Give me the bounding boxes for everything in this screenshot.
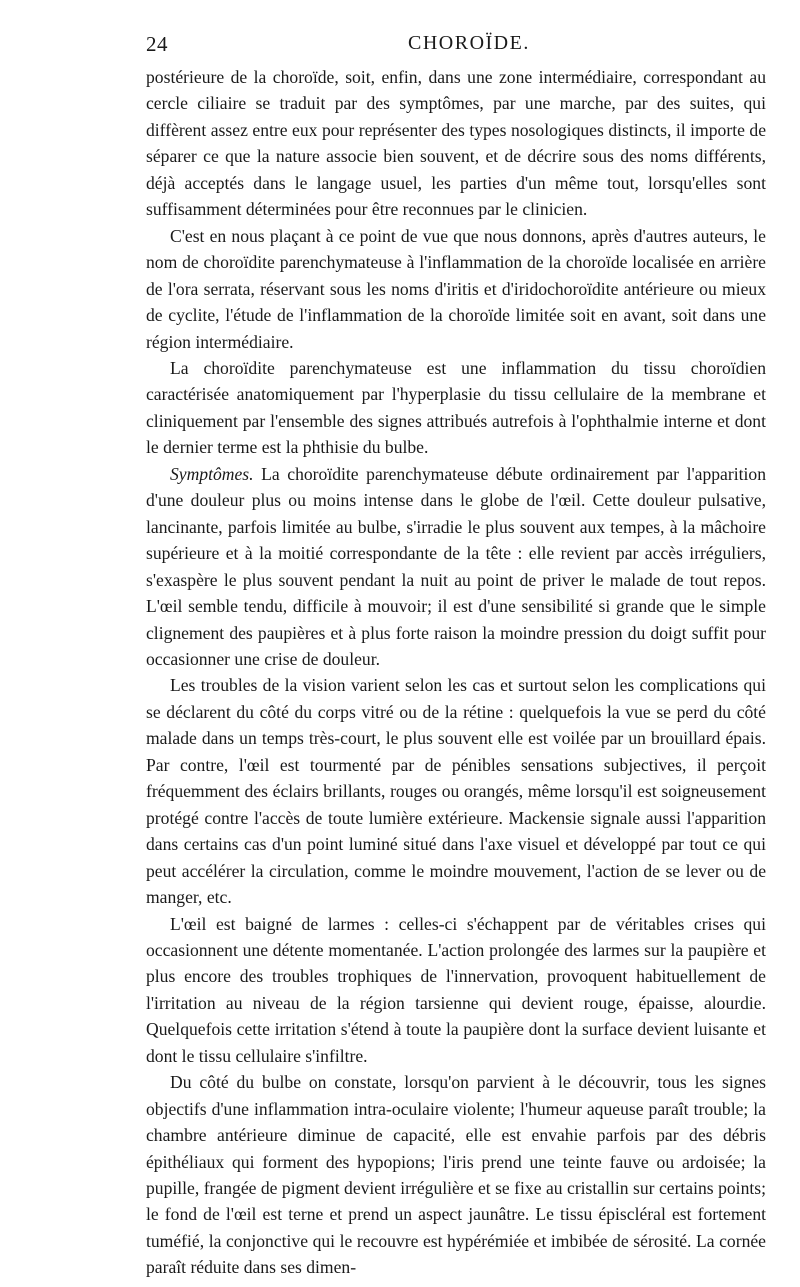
running-title: CHOROÏDE. — [408, 32, 530, 54]
paragraph: La choroïdite parenchymateuse est une inflammation du tissu choroïdien caractérisée anatomiquement par l'hyperplasie du tissu cellulaire de la membrane et cliniquement par l'ensemble des signes attribués autrefois à l'ophthalmie interne et dont le dernier terme est la phthisie du bulbe. — [146, 357, 766, 458]
paragraph: Les troubles de la vision varient selon les cas et surtout selon les complications qui se déclarent du côté du corps vitré ou de la rétine : quelquefois la vue se perd du côté malade dans un temps très-court, le plus souvent elle est voilée par un brouillard épais. Par contre, l'œil est tourmenté par de pénibles sensations subjectives, il perçoit fréquemment des éclairs brillants, rouges ou orangés, même lorsqu'il est soigneusement protégé contre l'accès de toute lumière extérieure. Mackensie signale aussi l'apparition dans certains cas d'un point luminé situé dans l'axe visuel et développé par tout ce qui peut accélérer la circulation, comme le moindre mouvement, l'action de se lever ou de manger, etc. — [146, 675, 766, 908]
paragraph: L'œil est baigné de larmes : celles-ci s'échappent par de véritables crises qui occasionnent une détente momentanée. L'action prolongée des larmes sur la paupière et plus encore des troubles trophiques de l'innervation, provoquent habituellement de l'irritation au niveau de la région tarsienne qui devient rouge, épaisse, alourdie. Quelquefois cette irritation s'étend à toute la paupière dont la surface devient luisante et dont le tissu cellulaire s'infiltre. — [146, 913, 766, 1066]
section-lead: Symptômes. — [170, 463, 254, 484]
paragraph: Du côté du bulbe on constate, lorsqu'on parvient à le découvrir, tous les signes objectifs d'une inflammation intra-oculaire violente; l'humeur aqueuse paraît trouble; la chambre antérieure diminue de capacité, elle est envahie parfois par des débris épithéliaux qui forment des hypopions; l'iris prend une teinte fauve ou ardoisée; la pupille, frangée de pigment devient irrégulière et se fixe au cristallin sur certains points; le fond de l'œil est terne et prend un aspect jaunâtre. Le tissu épiscléral est fortement tuméfié, la conjonctive qui le recouvre est hypérémiée et imbibée de sérosité. La cornée paraît réduite dans ses dimen- — [146, 1072, 766, 1278]
body-text — [146, 64, 766, 1281]
page-number: 24 — [146, 32, 168, 56]
paragraph: C'est en nous plaçant à ce point de vue que nous donnons, après d'autres auteurs, le nom de choroïdite parenchymateuse à l'inflammation de la choroïde localisée en arrière de l'ora serrata, réservant sous les noms d'iritis et d'iridochoroïdite antérieure ou mieux de cyclite, l'étude de l'inflammation de la choroïde limitée soit en avant, soit dans une région intermédiaire. — [146, 225, 766, 352]
page-header — [146, 32, 766, 62]
paragraph — [146, 461, 766, 673]
paragraph: postérieure de la choroïde, soit, enfin, dans une zone intermédiaire, correspondant au cercle ciliaire se traduit par des symptômes, par une marche, par des suites, qui diffèrent assez entre eux pour représenter des types nosologiques distincts, il importe de séparer ce que la nature associe bien souvent, et de décrire sous des noms différents, déjà acceptés dans le langage usuel, les parties d'un même tout, lorsqu'elles sont suffisamment déterminées pour être reconnues par le clinicien. — [146, 67, 766, 220]
paragraph-body: La choroïdite parenchymateuse débute ordinairement par l'apparition d'une douleur plus ou moins intense dans le globe de l'œil. Cette douleur pulsative, lancinante, parfois limitée au bulbe, s'irradie le plus souvent aux tempes, à la mâchoire supérieure et à la moitié correspondante de la tête : elle revient par accès irréguliers, s'exaspère le plus souvent pendant la nuit au point de priver le malade de tout repos. L'œil semble tendu, difficile à mouvoir; il est d'une sensibilité si grande que le simple clignement des paupières et à plus forte raison la moindre pression du doigt suffit pour occasionner une crise de douleur. — [146, 463, 766, 669]
